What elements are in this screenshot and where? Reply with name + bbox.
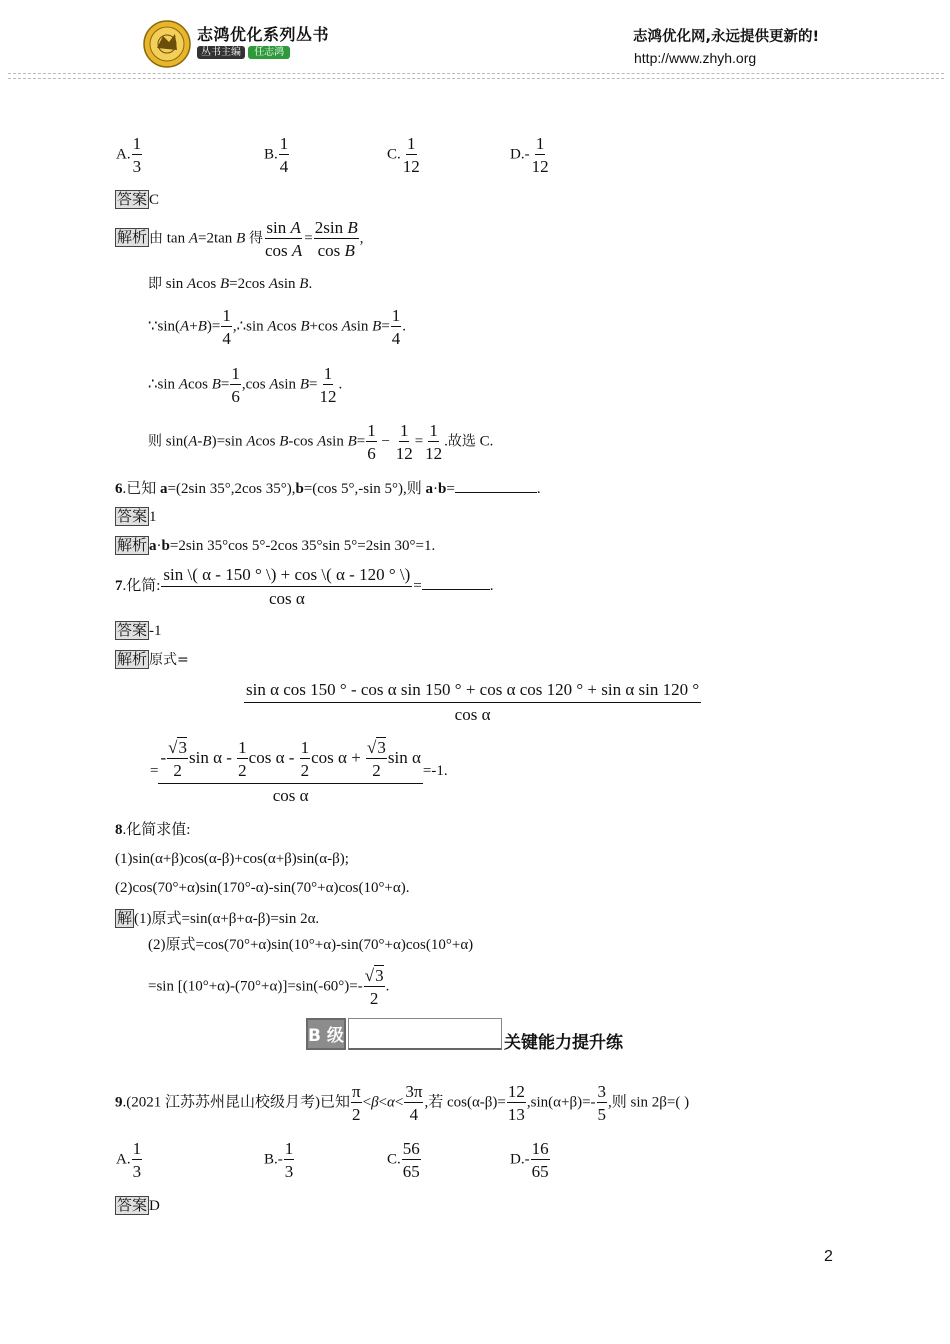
answer-blank[interactable] — [422, 576, 490, 590]
q8-solution3: =sin [(10°+α)-(70°+α)]=sin(-60°)=- $\frac{√3}{2}$ . — [148, 966, 390, 1009]
q5-analysis-line2: 即 sin Acos B=2cos Asin B. — [148, 276, 313, 292]
analysis-tag: 解析 — [117, 228, 148, 247]
q8-part1: (1)sin(α+β)cos(α-β)+cos(α+β)sin(α-β); — [115, 851, 349, 867]
answer-tag: 答案 — [117, 190, 148, 208]
q9-option-b: B.- $\frac{1}{3}$ — [264, 1139, 294, 1182]
series-logo-icon — [143, 20, 191, 68]
q9-option-a: A. $\frac{1}{3}$ — [116, 1139, 142, 1182]
header-slogan: 志鸿优化网,永远提供更新的! — [633, 29, 820, 45]
editor-label: 丛书主编 — [197, 46, 245, 59]
level-box — [348, 1018, 502, 1050]
q5-analysis-line3: ∵sin(A+B)= $\frac{1}{4}$ ,∴sin Acos B+cos Asin B= $\frac{1}{4}$ . — [148, 306, 407, 349]
q8-stem: 8.化简求值: — [115, 822, 191, 838]
q7-second-step: = - $\frac{√3}{2}$ sin α - $\frac{1}{2}$ cos α - $\frac{1}{2}$ cos α + $\frac{√3}{2}$ sin α cos α =-1. — [150, 738, 448, 806]
editor-name: 任志鸿 — [248, 46, 290, 59]
q5-option-b: B. $\frac{1}{4}$ — [264, 134, 289, 177]
q7-big-fraction: sin α cos 150 ° - cos α sin 150 ° + cos α cos 120 ° + sin α sin 120 ° cos α — [246, 680, 700, 725]
level-title: 关键能力提升练 — [504, 1033, 623, 1053]
page-number: 2 — [824, 1248, 833, 1265]
q6-answer: 答案 1 — [117, 507, 157, 525]
q8-solution2: (2)原式=cos(70°+α)sin(10°+α)-sin(70°+α)cos(10°+α) — [148, 937, 474, 953]
editor-badge — [197, 48, 290, 58]
q5-analysis-line4: ∴sin Acos B= $\frac{1}{6}$ ,cos Asin B= $\frac{1}{12}$ . — [148, 364, 343, 407]
header-divider — [8, 73, 944, 79]
q5-analysis-line1: 解析 由 tan A=2tan B 得 $\frac{\text{sin A}}{\text{cos A}}$ = $\frac{\text{2sin B}}{\text{cos B}}$ , — [117, 218, 364, 261]
q9-option-d: D.- $\frac{16}{65}$ — [510, 1139, 549, 1182]
q9-option-c: C. $\frac{56}{65}$ — [387, 1139, 420, 1182]
answer-blank[interactable] — [455, 479, 537, 493]
q6-analysis: 解析 a·b=2sin 35°cos 5°-2cos 35°sin 5°=2sin 30°=1. — [117, 536, 436, 554]
q8-part2: (2)cos(70°+α)sin(170°-α)-sin(70°+α)cos(10°+α). — [115, 880, 410, 896]
q7-answer: 答案 -1 — [117, 621, 162, 639]
q6-stem: 6.已知 a=(2sin 35°,2cos 35°),b=(cos 5°,-sin 5°),则 a·b= . — [115, 481, 541, 497]
q7-analysis-start: 解析 原式= — [117, 650, 189, 668]
q5-option-c: C. $\frac{1}{12}$ — [387, 134, 420, 177]
q7-stem: 7.化简: $\frac{\sin \backslash( \alpha - 150 ^\circ \backslash) + \cos \backslash( \alpha - 120 ^\circ \backslash)}{\text{cos α}}$ = . — [115, 565, 494, 609]
q5-analysis-line5: 则 sin(A-B)=sin Acos B-cos Asin B= $\frac{1}{6}$ − $\frac{1}{12}$ = $\frac{1}{12}$ .故选 C. — [148, 421, 494, 464]
series-title: 志鸿优化系列丛书 — [197, 25, 330, 44]
q5-option-a: A. $\frac{1}{3}$ — [116, 134, 142, 177]
q9-stem: 9.(2021 江苏苏州昆山校级月考)已知 $\frac{\pi}{2}$ <β<α< $\frac{3\pi}{4}$ ,若 cos(α-β)= $\frac{12}{13}$ ,sin(α+β)=- $\frac{3}{5}$ ,则 sin 2β=( ) — [115, 1082, 690, 1125]
q9-answer: 答案 D — [117, 1196, 160, 1214]
level-badge: B 级 — [306, 1018, 346, 1050]
q5-option-d: D.- $\frac{1}{12}$ — [510, 134, 549, 177]
q5-answer: 答案 C — [117, 190, 160, 208]
q8-solution1: 解 (1)原式=sin(α+β+α-β)=sin 2α. — [117, 909, 320, 927]
header-url[interactable]: http://www.zhyh.org — [634, 50, 757, 66]
